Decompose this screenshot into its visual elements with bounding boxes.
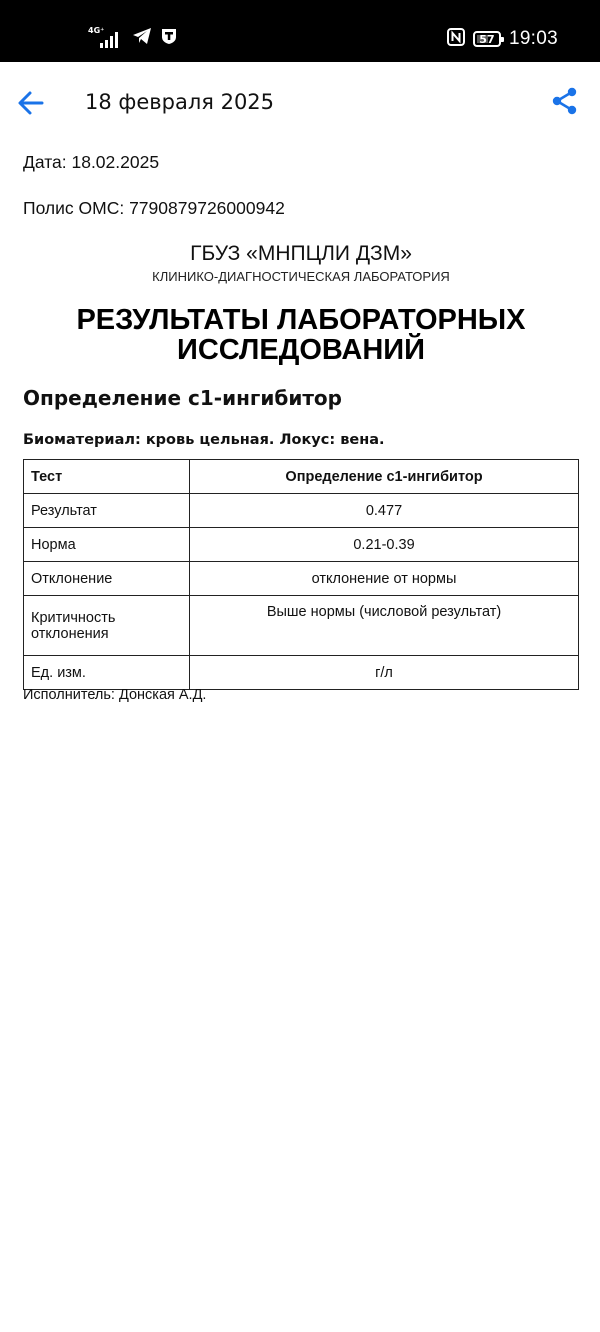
- table-cell-label: Результат: [24, 494, 190, 528]
- nfc-icon: [447, 28, 465, 50]
- status-bar: [0, 0, 600, 62]
- table-row: [24, 528, 579, 562]
- share-icon: [550, 86, 580, 116]
- table-cell-value: Выше нормы (числовой результат): [190, 596, 579, 656]
- table-cell-label: Отклонение: [24, 562, 190, 596]
- results-heading: РЕЗУЛЬТАТЫ ЛАБОРАТОРНЫХ ИССЛЕДОВАНИЙ: [76, 304, 526, 366]
- table-cell-label: Ед. изм.: [24, 656, 190, 690]
- status-left-icons: [88, 24, 178, 52]
- battery-icon: [473, 31, 501, 47]
- page-title: 18 февраля 2025: [85, 90, 275, 114]
- table-cell-value: 0.477: [190, 494, 579, 528]
- table-cell-label: Критичность отклонения: [24, 596, 190, 656]
- polis-line: Полис ОМС: 7790879726000942: [23, 198, 285, 218]
- back-button[interactable]: [14, 86, 48, 120]
- table-cell-label: Норма: [24, 528, 190, 562]
- executor-line: Исполнитель: Донская А.Д.: [23, 687, 207, 703]
- lab-subtitle: КЛИНИКО-ДИАГНОСТИЧЕСКАЯ ЛАБОРАТОРИЯ: [152, 269, 450, 284]
- table-header-cell: Определение с1-ингибитор: [190, 460, 579, 494]
- share-button[interactable]: [550, 86, 580, 116]
- network-type-label: 4G⁺: [88, 26, 105, 35]
- table-cell-value: г/л: [190, 656, 579, 690]
- back-arrow-icon: [14, 86, 48, 120]
- table-cell-value: 0.21-0.39: [190, 528, 579, 562]
- table-row: [24, 494, 579, 528]
- app-bar: [0, 62, 600, 142]
- lab-name: ГБУЗ «МНПЦЛИ ДЗМ»: [190, 242, 412, 265]
- date-line: Дата: 18.02.2025: [23, 152, 160, 172]
- table-cell-value: отклонение от нормы: [190, 562, 579, 596]
- table-row: [24, 562, 579, 596]
- table-row: [24, 596, 579, 656]
- status-time: 19:03: [508, 28, 558, 49]
- table-row: [24, 656, 579, 690]
- biomaterial-line: Биоматериал: кровь цельная. Локус: вена.: [23, 432, 385, 448]
- table-header-row: [24, 460, 579, 494]
- table-header-cell: Тест: [24, 460, 190, 494]
- status-right-icons: [447, 25, 558, 53]
- signal-icon: [88, 26, 124, 50]
- shield-app-icon: [160, 27, 178, 49]
- telegram-icon: [132, 27, 152, 49]
- battery-level: 57: [479, 32, 495, 46]
- results-table: [23, 459, 579, 690]
- test-title: Определение с1-ингибитор: [23, 386, 342, 410]
